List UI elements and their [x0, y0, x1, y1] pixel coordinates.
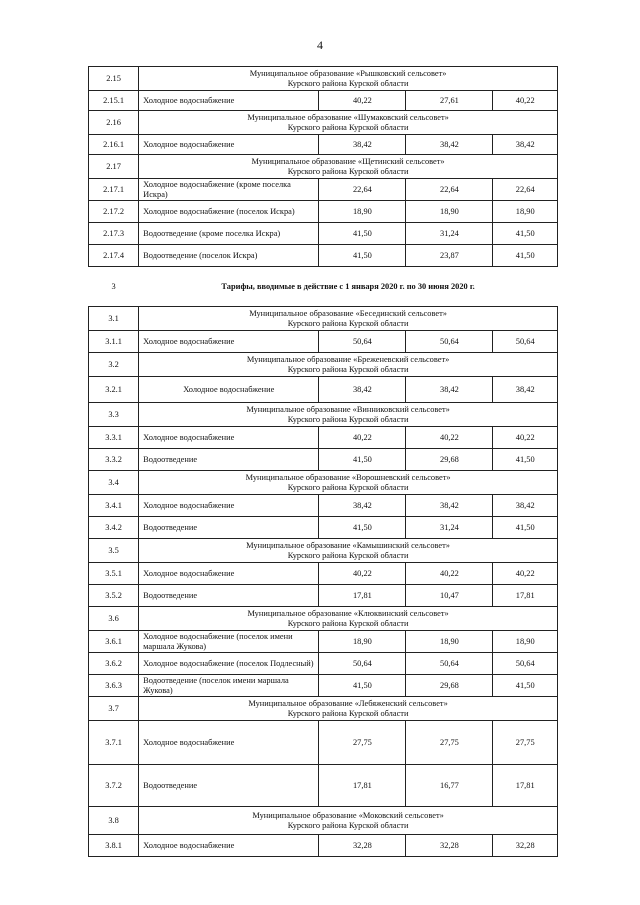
row-number: 2.17.2: [89, 201, 139, 223]
tariff-value-2: 23,87: [406, 245, 493, 267]
municipality-district: Курского района Курской области: [287, 364, 409, 374]
municipality-name: [139, 155, 558, 179]
tariff-value-3: 17,81: [493, 585, 558, 607]
municipality-title: Муниципальное образование «Бесединский сельсовет»: [249, 308, 447, 318]
table-row: [89, 331, 558, 353]
tariff-table: [88, 66, 558, 857]
municipality-header-row: [89, 403, 558, 427]
table-row: [89, 721, 558, 765]
service-name: Холодное водоснабжение: [139, 91, 319, 111]
tariff-value-3: 38,42: [493, 135, 558, 155]
municipality-name: [139, 111, 558, 135]
tariff-value-1: 41,50: [319, 223, 406, 245]
municipality-district: Курского района Курской области: [287, 122, 409, 132]
row-number: 2.17.4: [89, 245, 139, 267]
table-row: [89, 223, 558, 245]
row-number: 3.5: [89, 539, 139, 563]
municipality-name: [139, 403, 558, 427]
tariff-value-1: 40,22: [319, 427, 406, 449]
service-name: Холодное водоснабжение: [139, 427, 319, 449]
municipality-name: [139, 697, 558, 721]
row-number: 2.17: [89, 155, 139, 179]
municipality-header-row: [89, 307, 558, 331]
service-name: Холодное водоснабжение (кроме поселка Искра): [139, 179, 319, 201]
row-number: 3.7: [89, 697, 139, 721]
municipality-name: [139, 471, 558, 495]
municipality-title: Муниципальное образование «Клюквинский сельсовет»: [247, 608, 449, 618]
row-number: 3.2: [89, 353, 139, 377]
tariff-value-2: 31,24: [406, 223, 493, 245]
tariff-value-3: 38,42: [493, 495, 558, 517]
tariff-value-1: 40,22: [319, 563, 406, 585]
tariff-value-3: 40,22: [493, 91, 558, 111]
municipality-header-row: [89, 67, 558, 91]
tariff-value-2: 40,22: [406, 427, 493, 449]
tariff-value-3: 50,64: [493, 331, 558, 353]
municipality-header-row: [89, 607, 558, 631]
municipality-name: [139, 67, 558, 91]
service-name: Холодное водоснабжение: [139, 135, 319, 155]
row-number: 3.1: [89, 307, 139, 331]
tariff-value-1: 41,50: [319, 449, 406, 471]
row-number: 3.2.1: [89, 377, 139, 403]
tariff-value-3: 50,64: [493, 653, 558, 675]
table-row: [89, 427, 558, 449]
table-row: [89, 563, 558, 585]
municipality-district: Курского района Курской области: [287, 820, 409, 830]
municipality-header-row: [89, 539, 558, 563]
municipality-header-row: [89, 697, 558, 721]
row-number: 2.16.1: [89, 135, 139, 155]
row-number: 3.5.2: [89, 585, 139, 607]
service-name: Водоотведение (поселок Искра): [139, 245, 319, 267]
tariff-value-2: 40,22: [406, 563, 493, 585]
tariff-value-3: 17,81: [493, 765, 558, 807]
municipality-header-row: [89, 471, 558, 495]
tariff-value-2: 32,28: [406, 835, 493, 857]
table-row: [89, 585, 558, 607]
tariff-value-1: 38,42: [319, 495, 406, 517]
tariff-value-2: 38,42: [406, 135, 493, 155]
service-name: Холодное водоснабжение: [139, 377, 319, 403]
tariff-value-3: 18,90: [493, 631, 558, 653]
row-number: 2.17.1: [89, 179, 139, 201]
tariff-value-2: 38,42: [406, 495, 493, 517]
row-number: 3.6: [89, 607, 139, 631]
tariff-value-3: 40,22: [493, 427, 558, 449]
tariff-value-3: 41,50: [493, 675, 558, 697]
municipality-title: Муниципальное образование «Ворошневский сельсовет»: [245, 472, 451, 482]
tariff-value-1: 41,50: [319, 517, 406, 539]
municipality-title: Муниципальное образование «Щетинский сельсовет»: [251, 156, 445, 166]
section-number: 3: [111, 281, 116, 291]
municipality-title: Муниципальное образование «Лебяженский сельсовет»: [248, 698, 448, 708]
tariff-value-2: 27,61: [406, 91, 493, 111]
table-row: [89, 517, 558, 539]
tariff-value-2: 18,90: [406, 631, 493, 653]
municipality-district: Курского района Курской области: [287, 414, 409, 424]
row-number: 3.8: [89, 807, 139, 835]
municipality-title: Муниципальное образование «Шумаковский сельсовет»: [247, 112, 449, 122]
tariff-value-2: 27,75: [406, 721, 493, 765]
service-name: Водоотведение (кроме поселка Искра): [139, 223, 319, 245]
service-name: Водоотведение: [139, 517, 319, 539]
municipality-title: Муниципальное образование «Рышковский сельсовет»: [249, 68, 447, 78]
tariff-value-1: 27,75: [319, 721, 406, 765]
row-number: 3.5.1: [89, 563, 139, 585]
row-number: 2.16: [89, 111, 139, 135]
municipality-district: Курского района Курской области: [287, 482, 409, 492]
tariff-value-3: 41,50: [493, 517, 558, 539]
row-number: 3.4.1: [89, 495, 139, 517]
tariff-value-1: 38,42: [319, 377, 406, 403]
municipality-name: [139, 539, 558, 563]
row-number: 3.7.2: [89, 765, 139, 807]
tariff-value-1: 22,64: [319, 179, 406, 201]
tariff-value-1: 41,50: [319, 245, 406, 267]
municipality-name: [139, 353, 558, 377]
table-row: [89, 201, 558, 223]
table-row: [89, 377, 558, 403]
table-row: [89, 179, 558, 201]
tariff-value-1: 17,81: [319, 765, 406, 807]
municipality-header-row: [89, 155, 558, 179]
row-number: 2.17.3: [89, 223, 139, 245]
table-row: [89, 835, 558, 857]
table-row: [89, 495, 558, 517]
municipality-name: [139, 607, 558, 631]
tariff-value-2: 10,47: [406, 585, 493, 607]
service-name: Холодное водоснабжение (поселок имени маршала Жукова): [139, 631, 319, 653]
municipality-district: Курского района Курской области: [287, 618, 409, 628]
tariff-value-2: 50,64: [406, 653, 493, 675]
tariff-value-2: 29,68: [406, 449, 493, 471]
row-number: 3.6.1: [89, 631, 139, 653]
tariff-value-3: 41,50: [493, 245, 558, 267]
table-row: [89, 631, 558, 653]
tariff-value-1: 50,64: [319, 653, 406, 675]
row-number: 2.15.1: [89, 91, 139, 111]
tariff-value-1: 38,42: [319, 135, 406, 155]
municipality-district: Курского района Курской области: [287, 708, 409, 718]
service-name: Холодное водоснабжение: [139, 835, 319, 857]
municipality-district: Курского района Курской области: [287, 78, 409, 88]
row-number: 3.4.2: [89, 517, 139, 539]
tariff-value-3: 41,50: [493, 223, 558, 245]
table-row: [89, 91, 558, 111]
tariff-value-2: 50,64: [406, 331, 493, 353]
tariff-value-1: 32,28: [319, 835, 406, 857]
tariff-value-3: 38,42: [493, 377, 558, 403]
row-number: 3.3.1: [89, 427, 139, 449]
tariff-value-2: 31,24: [406, 517, 493, 539]
service-name: Холодное водоснабжение (поселок Подлесный): [139, 653, 319, 675]
tariff-table-body: [89, 67, 558, 857]
municipality-header-row: [89, 807, 558, 835]
row-number: 3.6.2: [89, 653, 139, 675]
service-name: Холодное водоснабжение: [139, 563, 319, 585]
tariff-value-1: 50,64: [319, 331, 406, 353]
municipality-title: Муниципальное образование «Моковский сельсовет»: [252, 810, 444, 820]
page-number: 4: [317, 38, 323, 52]
table-row: [89, 765, 558, 807]
tariff-value-1: 41,50: [319, 675, 406, 697]
row-number: 3.8.1: [89, 835, 139, 857]
tariff-value-2: 29,68: [406, 675, 493, 697]
municipality-name: [139, 807, 558, 835]
municipality-header-row: [89, 353, 558, 377]
table-row: [89, 449, 558, 471]
municipality-title: Муниципальное образование «Камышинский сельсовет»: [246, 540, 450, 550]
tariff-value-3: 18,90: [493, 201, 558, 223]
tariff-value-2: 16,77: [406, 765, 493, 807]
municipality-district: Курского района Курской области: [287, 166, 409, 176]
tariff-value-1: 17,81: [319, 585, 406, 607]
service-name: Водоотведение (поселок имени маршала Жукова): [139, 675, 319, 697]
row-number: 3.3.2: [89, 449, 139, 471]
service-name: Водоотведение: [139, 585, 319, 607]
municipality-header-row: [89, 111, 558, 135]
service-name: Водоотведение: [139, 449, 319, 471]
table-row: [89, 245, 558, 267]
municipality-title: Муниципальное образование «Бреженевский сельсовет»: [246, 354, 450, 364]
tariff-value-1: 18,90: [319, 201, 406, 223]
tariff-value-2: 38,42: [406, 377, 493, 403]
municipality-title: Муниципальное образование «Винниковский сельсовет»: [246, 404, 450, 414]
row-number: 3.6.3: [89, 675, 139, 697]
table-row: [89, 653, 558, 675]
tariff-value-3: 22,64: [493, 179, 558, 201]
tariff-value-3: 40,22: [493, 563, 558, 585]
service-name: Водоотведение: [139, 765, 319, 807]
table-row: [89, 135, 558, 155]
municipality-district: Курского района Курской области: [287, 318, 409, 328]
tariff-value-2: 18,90: [406, 201, 493, 223]
service-name: Холодное водоснабжение: [139, 495, 319, 517]
service-name: Холодное водоснабжение: [139, 721, 319, 765]
municipality-name: [139, 307, 558, 331]
tariff-value-1: 18,90: [319, 631, 406, 653]
tariff-value-2: 22,64: [406, 179, 493, 201]
tariff-value-3: 32,28: [493, 835, 558, 857]
tariff-value-3: 27,75: [493, 721, 558, 765]
section-title: Тарифы, вводимые в действие с 1 января 2020 г. по 30 июня 2020 г.: [221, 281, 475, 291]
row-number: 3.4: [89, 471, 139, 495]
row-number: 3.3: [89, 403, 139, 427]
row-number: 3.1.1: [89, 331, 139, 353]
section-heading-row: [89, 267, 558, 307]
row-number: 2.15: [89, 67, 139, 91]
tariff-value-1: 40,22: [319, 91, 406, 111]
service-name: Холодное водоснабжение: [139, 331, 319, 353]
table-row: [89, 675, 558, 697]
municipality-district: Курского района Курской области: [287, 550, 409, 560]
row-number: 3.7.1: [89, 721, 139, 765]
service-name: Холодное водоснабжение (поселок Искра): [139, 201, 319, 223]
tariff-value-3: 41,50: [493, 449, 558, 471]
